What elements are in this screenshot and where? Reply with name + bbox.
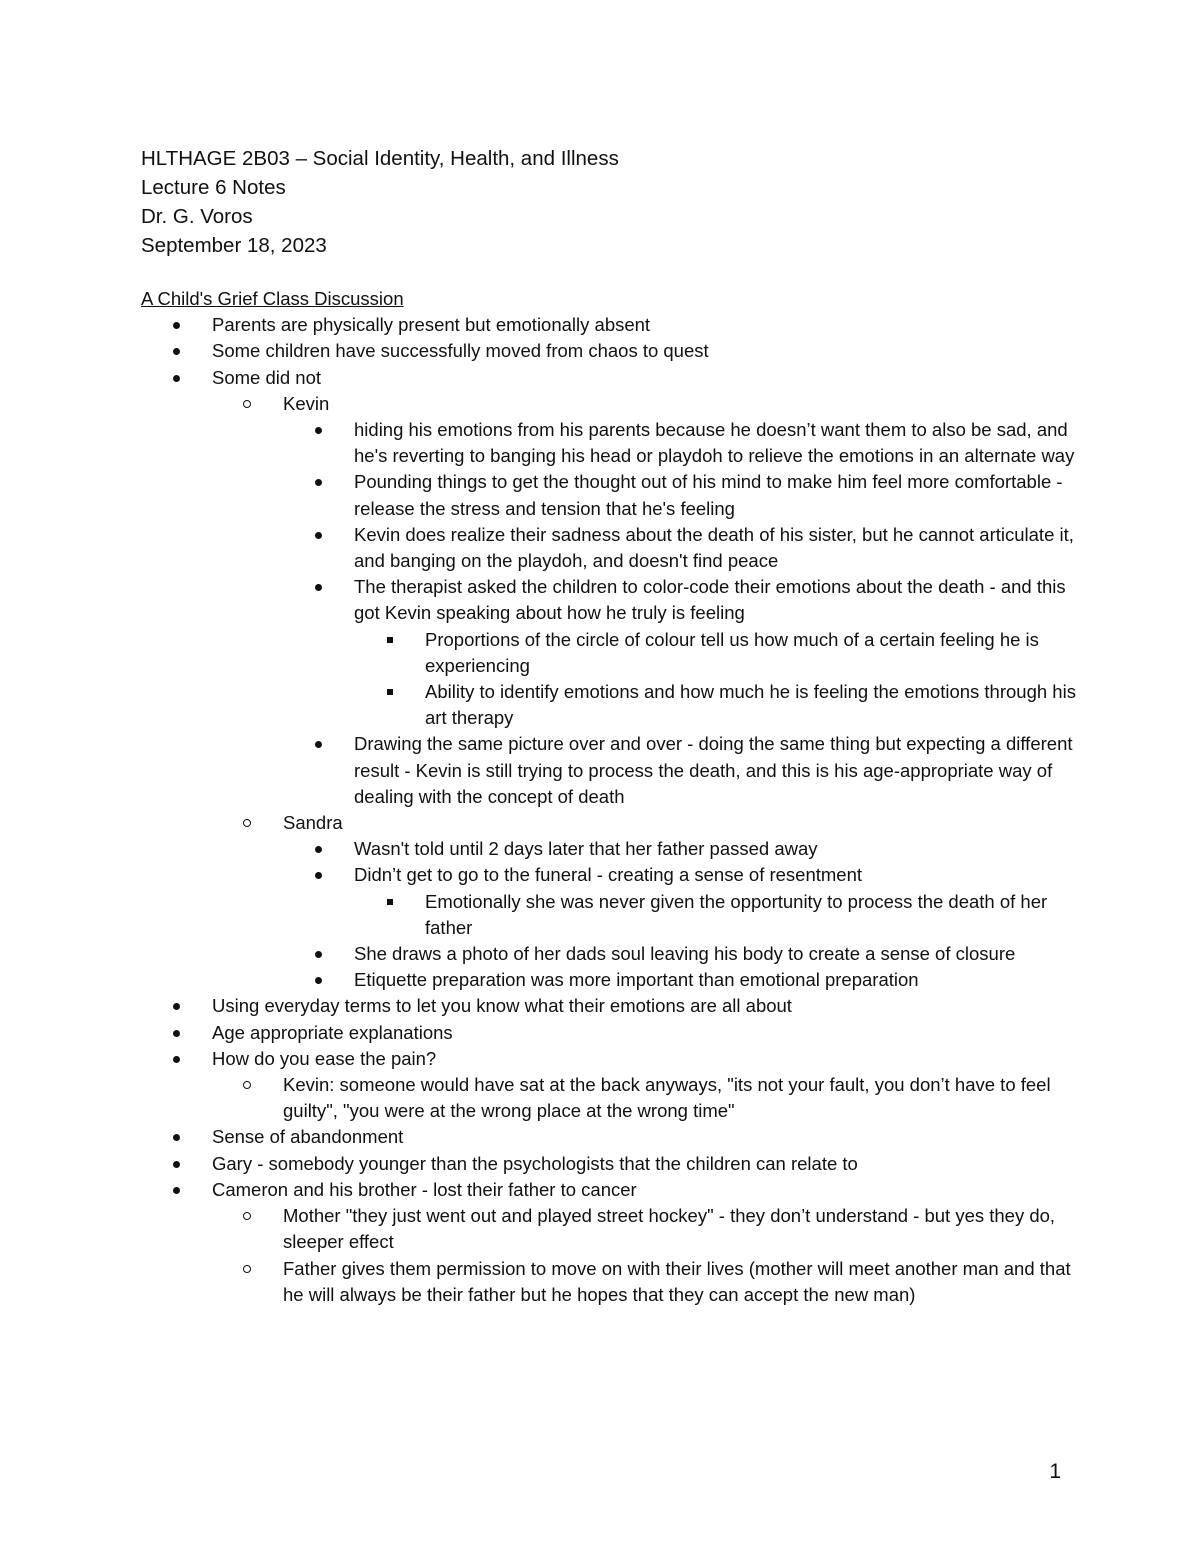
list-item-text: Pounding things to get the thought out of his mind to make him feel more comfortable - release the stress and tension that he's feeling (354, 471, 1063, 519)
list-item (283, 574, 1081, 731)
list-item (212, 1256, 1081, 1308)
list-item-text: She draws a photo of her dads soul leaving his body to create a sense of closure (354, 943, 1016, 965)
sub-list (212, 1072, 1081, 1124)
sub-list (283, 836, 1081, 993)
list-item-sandra (212, 810, 1081, 993)
list-item (283, 836, 1081, 862)
list-item (141, 1151, 1081, 1177)
lecture-date: September 18, 2023 (141, 234, 327, 257)
list-item-text: Kevin (283, 392, 330, 414)
sub-list (354, 889, 1081, 941)
list-item-text: Parents are physically present but emotionally absent (212, 314, 651, 336)
list-item-text: Drawing the same picture over and over - doing the same thing but expecting a different result - Kevin is still trying to process the death, and this is his age-appropriate way of dealing with the concept of death (354, 733, 1073, 807)
list-item-text: Kevin: someone would have sat at the back anyways, "its not your fault, you don’t have to feel guilty", "you were at the wrong place at the wrong time" (283, 1074, 1051, 1122)
notes-body (141, 286, 1081, 1308)
list-item (141, 365, 1081, 994)
top-level-list (141, 312, 1081, 1308)
list-item-text: Didn’t get to go to the funeral - creating a sense of resentment (354, 864, 863, 886)
list-item (141, 993, 1081, 1019)
list-item-text: Emotionally she was never given the opportunity to process the death of her father (425, 890, 1048, 938)
list-item (141, 1046, 1081, 1125)
list-item-text: Some children have successfully moved from chaos to quest (212, 340, 709, 362)
list-item (141, 1177, 1081, 1308)
list-item-text: Age appropriate explanations (212, 1021, 453, 1043)
list-item-text: Some did not (212, 366, 322, 388)
list-item-text: Proportions of the circle of colour tell us how much of a certain feeling he is experiencing (425, 628, 1039, 676)
sub-list (354, 627, 1081, 732)
list-item-text: Cameron and his brother - lost their father to cancer (212, 1178, 637, 1200)
list-item (141, 1020, 1081, 1046)
list-item-text: How do you ease the pain? (212, 1047, 437, 1069)
sub-list (212, 391, 1081, 994)
list-item (141, 338, 1081, 364)
list-item (283, 469, 1081, 521)
list-item-kevin (212, 391, 1081, 810)
sub-list (283, 417, 1081, 810)
list-item (141, 312, 1081, 338)
section-heading: A Child's Grief Class Discussion (141, 288, 404, 309)
list-item (283, 862, 1081, 941)
list-item-text: Mother "they just went out and played street hockey" - they don’t understand - but yes they do, sleeper effect (283, 1205, 1056, 1253)
list-item-text: Gary - somebody younger than the psychologists that the children can relate to (212, 1152, 858, 1174)
list-item-text: Sense of abandonment (212, 1126, 404, 1148)
list-item-text: Father gives them permission to move on with their lives (mother will meet another man and that he will always be their father but he hopes that they can accept the new man) (283, 1257, 1071, 1305)
page-number: 1 (1049, 1460, 1061, 1483)
sub-list (212, 1203, 1081, 1308)
list-item (141, 1124, 1081, 1150)
list-item (283, 967, 1081, 993)
list-item-text: Etiquette preparation was more important than emotional preparation (354, 969, 919, 991)
list-item-text: hiding his emotions from his parents because he doesn’t want them to also be sad, and he's reverting to banging his head or playdoh to relieve the emotions in an alternate way (354, 419, 1075, 467)
list-item (354, 679, 1081, 731)
list-item-text: Ability to identify emotions and how much he is feeling the emotions through his art therapy (425, 681, 1076, 729)
list-item (283, 417, 1081, 469)
lecture-title: Lecture 6 Notes (141, 176, 286, 199)
list-item (283, 941, 1081, 967)
document-header (141, 144, 1041, 260)
list-item (283, 522, 1081, 574)
list-item-text: Sandra (283, 812, 343, 834)
list-item (283, 731, 1081, 810)
course-title: HLTHAGE 2B03 – Social Identity, Health, and Illness (141, 147, 619, 170)
list-item-text: Using everyday terms to let you know what their emotions are all about (212, 995, 792, 1017)
list-item (212, 1072, 1081, 1124)
instructor-name: Dr. G. Voros (141, 205, 253, 228)
list-item-text: Wasn't told until 2 days later that her father passed away (354, 838, 818, 860)
list-item (354, 889, 1081, 941)
list-item (354, 627, 1081, 679)
list-item-text: Kevin does realize their sadness about the death of his sister, but he cannot articulate it, and banging on the playdoh, and doesn't find peace (354, 523, 1074, 572)
list-item-text: The therapist asked the children to color-code their emotions about the death - and this got Kevin speaking about how he truly is feeling (354, 576, 1066, 624)
list-item (212, 1203, 1081, 1255)
